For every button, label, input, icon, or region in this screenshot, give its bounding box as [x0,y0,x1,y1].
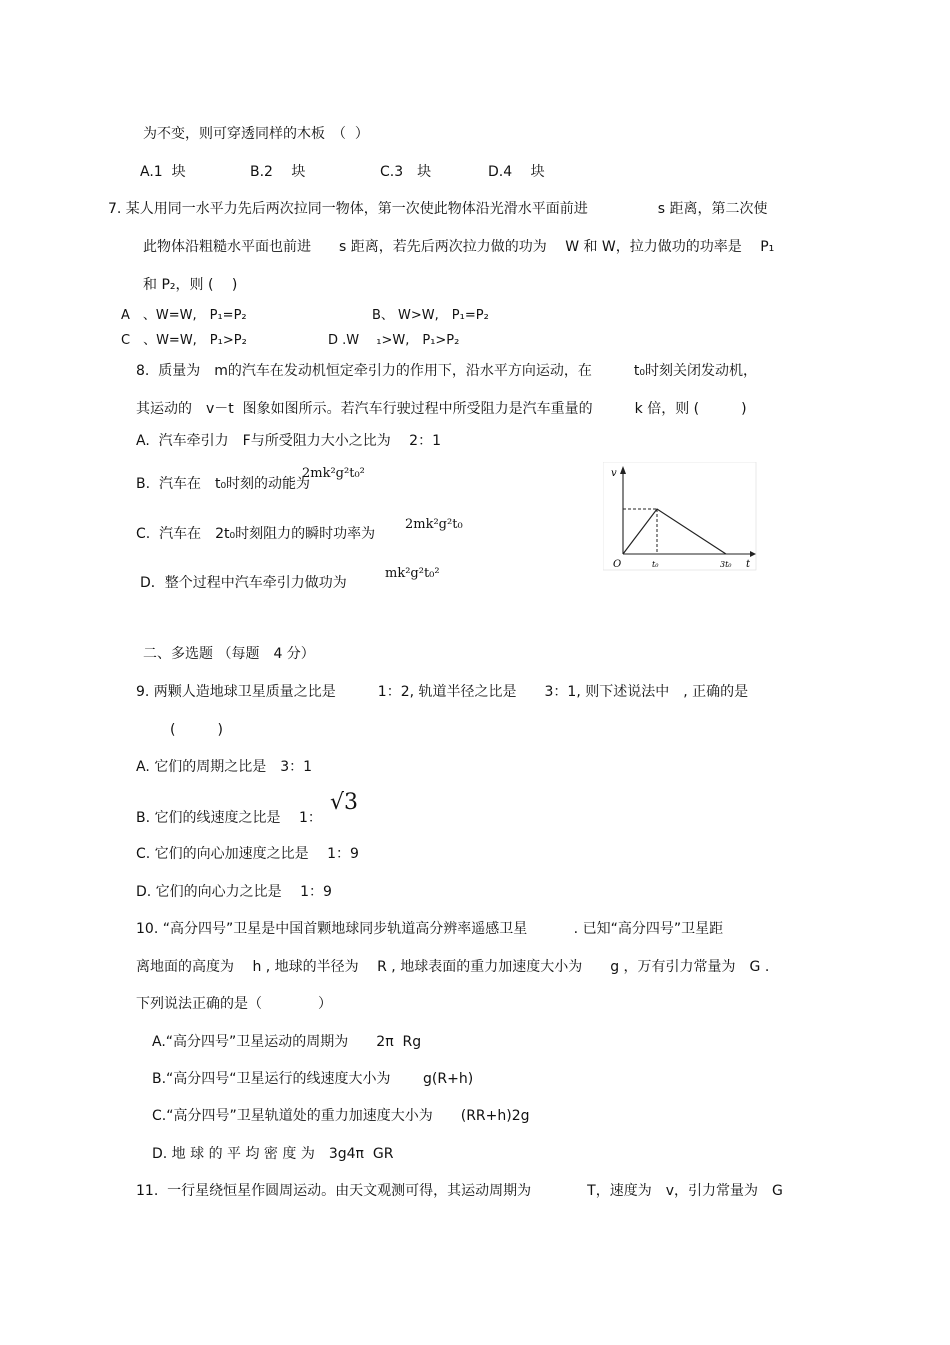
q8-line-2: 其运动的 v－t 图象如图所示。若汽车行驶过程中所受阻力是汽车重量的 k 倍，则 ( ) [136,401,747,417]
q8-option-d: D．整个过程中汽车牵引力做功为 [140,575,347,591]
q7-option-a: A 、W=W, P₁=P₂ [121,308,247,323]
q7-line-1: 7. 某人用同一水平力先后两次拉同一物体，第一次使此物体沿光滑水平面前进 s 距离，第二次使 [108,201,768,217]
q6-option-d: D.4 块 [488,164,545,180]
q10-option-d: D. 地 球 的 平 均 密 度 为 3g4π GR [152,1146,394,1162]
q7-line-2: 此物体沿粗糙水平面也前进 s 距离，若先后两次拉力做的功为 W 和 W，拉力做功的功率是 P₁ [143,239,775,255]
q8-option-b: B. 汽车在 t₀时刻的动能为 [136,476,311,492]
q10-line-3: 下列说法正确的是（ ） [136,996,332,1012]
q9-option-a: A. 它们的周期之比是 3：1 [136,759,313,775]
q10-line-1: 10. “高分四号”卫星是中国首颗地球同步轨道高分辨率遥感卫星 . 已知“高分四号”卫星距 [136,921,724,937]
sqrt-3: √3 [330,790,359,815]
v-label: v [611,468,617,479]
q10-option-c: C.“高分四号”卫星轨道处的重力加速度大小为 (RR+h)2g [152,1108,530,1124]
q8-option-c-formula: 2mk²g²t₀ [405,517,463,532]
q9-line-2: ( ) [170,722,223,738]
origin-label: O [613,559,622,570]
q6-line: 为不变，则可穿透同样的木板 （ ） [143,126,369,142]
q7-option-c: C 、W=W, P₁>P₂ [121,333,247,348]
q9-option-b: B. 它们的线速度之比是 1： [136,810,322,826]
q7-line-3: 和 P₂，则 ( ) [143,277,238,293]
q9-option-d: D. 它们的向心力之比是 1：9 [136,884,332,900]
q8-option-b-formula: 2mk²g²t₀² [302,466,365,481]
q6-option-b: B.2 块 [250,164,306,180]
q9-line-1: 9. 两颗人造地球卫星质量之比是 1：2, 轨道半径之比是 3：1, 则下述说法中 , 正确的是 [136,684,749,700]
q9-option-c: C. 它们的向心加速度之比是 1：9 [136,846,359,862]
q6-option-c: C.3 块 [380,164,432,180]
q10-line-2: 离地面的高度为 h , 地球的半径为 R , 地球表面的重力加速度大小为 g ，万有引力常量为 G . [136,959,770,975]
q8-line-1: 8. 质量为 m的汽车在发动机恒定牵引力的作用下，沿水平方向运动，在 t₀时刻关闭发动机， [136,363,757,379]
t0-tick-label: t₀ [652,560,659,569]
vt-graph [603,462,758,572]
q8-option-c: C. 汽车在 2t₀时刻阻力的瞬时功率为 [136,526,376,542]
section-title: 二、多选题 （每题 4 分） [143,646,315,662]
q7-option-b: B、 W>W, P₁=P₂ [372,308,489,323]
q10-option-b: B.“高分四号“卫星运行的线速度大小为 g(R+h) [152,1071,474,1087]
t-label: t [746,559,751,570]
3t0-tick-label: 3t₀ [720,560,732,569]
q6-option-a: A.1 块 [140,164,186,180]
q11-line-1: 11. 一行星绕恒星作圆周运动。由天文观测可得，其运动周期为 T，速度为 v，引力常量为 G [136,1183,783,1199]
q8-option-a: A. 汽车牵引力 F与所受阻力大小之比为 2：1 [136,433,441,449]
q8-option-d-formula: mk²g²t₀² [385,566,440,581]
q7-option-d: D .W ₁>W, P₁>P₂ [328,333,460,348]
q10-option-a: A.“高分四号”卫星运动的周期为 2π Rg [152,1034,422,1050]
